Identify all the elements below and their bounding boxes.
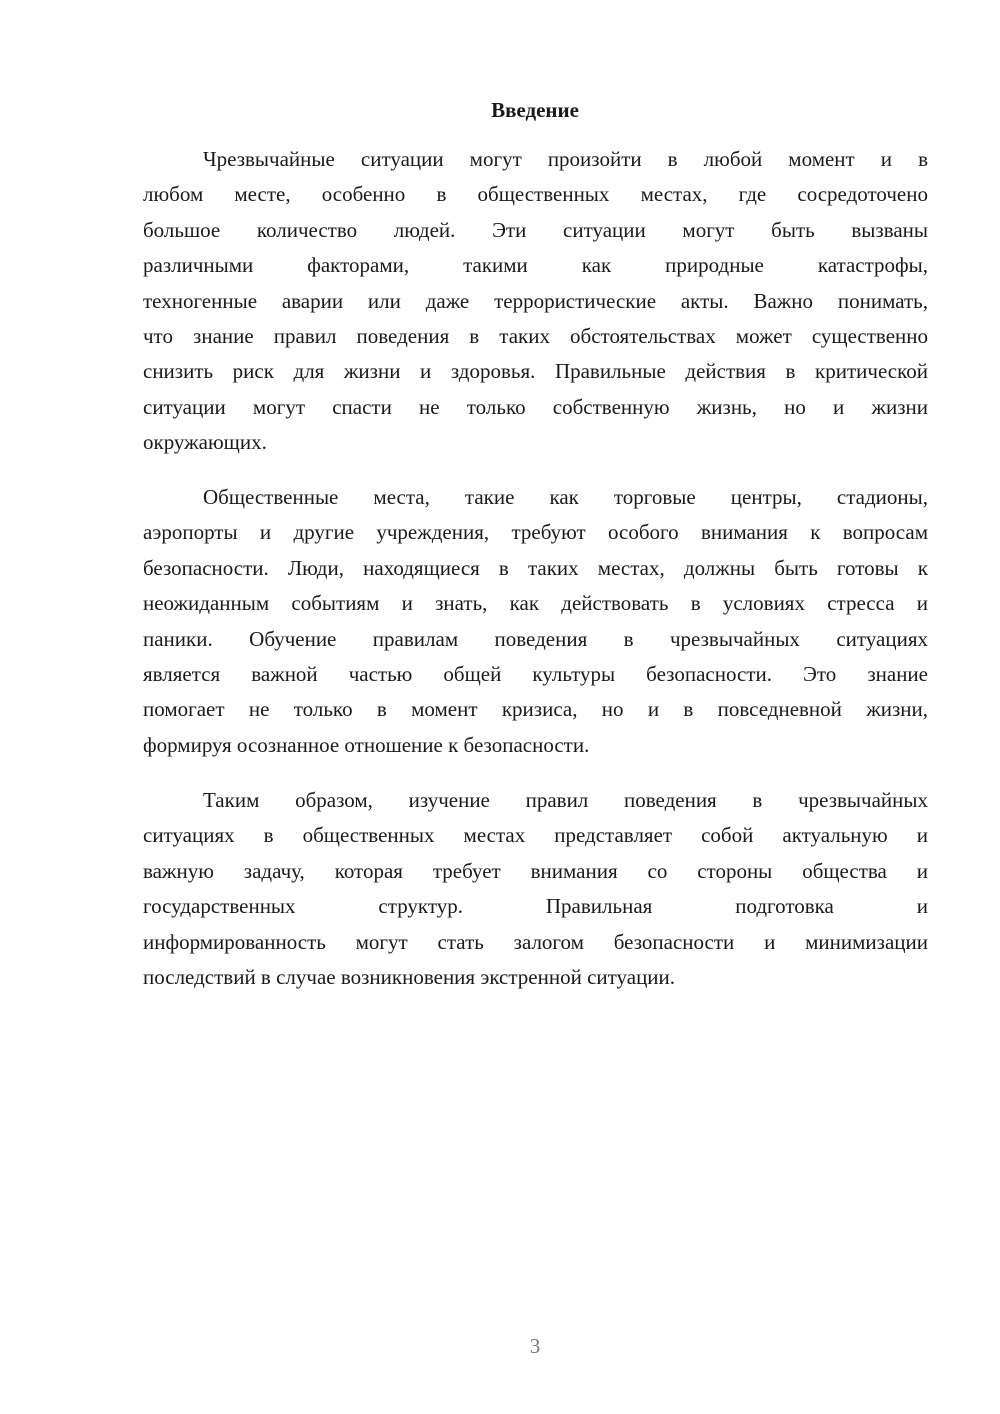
text-line: ситуациях в общественных местах представляет собой актуальную и — [143, 823, 928, 848]
paragraph-2 — [143, 480, 928, 763]
text-line: важную задачу, которая требует внимания со стороны общества и — [143, 858, 928, 883]
text-line: окружающих. — [143, 430, 267, 455]
text-line: большое количество людей. Эти ситуации могут быть вызваны — [143, 217, 928, 242]
text-line: Чрезвычайные ситуации могут произойти в любой момент и в — [203, 147, 928, 171]
text-line: снизить риск для жизни и здоровья. Правильные действия в критической — [143, 359, 928, 384]
page-number: 3 — [529, 1334, 541, 1358]
text-line: безопасности. Люди, находящиеся в таких местах, должны быть готовы к — [143, 555, 928, 580]
text-line: Таким образом, изучение правил поведения в чрезвычайных — [203, 788, 928, 812]
paragraph-3 — [143, 783, 928, 995]
text-line: паники. Обучение правилам поведения в чрезвычайных ситуациях — [143, 626, 928, 651]
text-line: аэропорты и другие учреждения, требуют особого внимания к вопросам — [143, 520, 928, 545]
text-line: последствий в случае возникновения экстренной ситуации. — [143, 964, 676, 989]
text-line: ситуации могут спасти не только собственную жизнь, но и жизни — [143, 394, 928, 419]
text-line: является важной частью общей культуры безопасности. Это знание — [143, 661, 928, 686]
paragraph-1 — [143, 142, 928, 461]
text-line: помогает не только в момент кризиса, но и в повседневной жизни, — [143, 697, 928, 722]
text-line: техногенные аварии или даже террористические акты. Важно понимать, — [143, 288, 928, 313]
text-line: Общественные места, такие как торговые центры, стадионы, — [203, 485, 928, 509]
text-line: любом месте, особенно в общественных местах, где сосредоточено — [143, 182, 928, 207]
text-line: формируя осознанное отношение к безопасности. — [143, 732, 590, 757]
text-line: информированность могут стать залогом безопасности и минимизации — [143, 929, 928, 954]
text-line: что знание правил поведения в таких обстоятельствах может существенно — [143, 323, 928, 348]
text-line: неожиданным событиям и знать, как действовать в условиях стресса и — [143, 591, 928, 616]
section-title: Введение — [491, 98, 579, 122]
text-line: государственных структур. Правильная подготовка и — [143, 894, 928, 919]
text-line: различными факторами, такими как природные катастрофы, — [143, 253, 928, 278]
